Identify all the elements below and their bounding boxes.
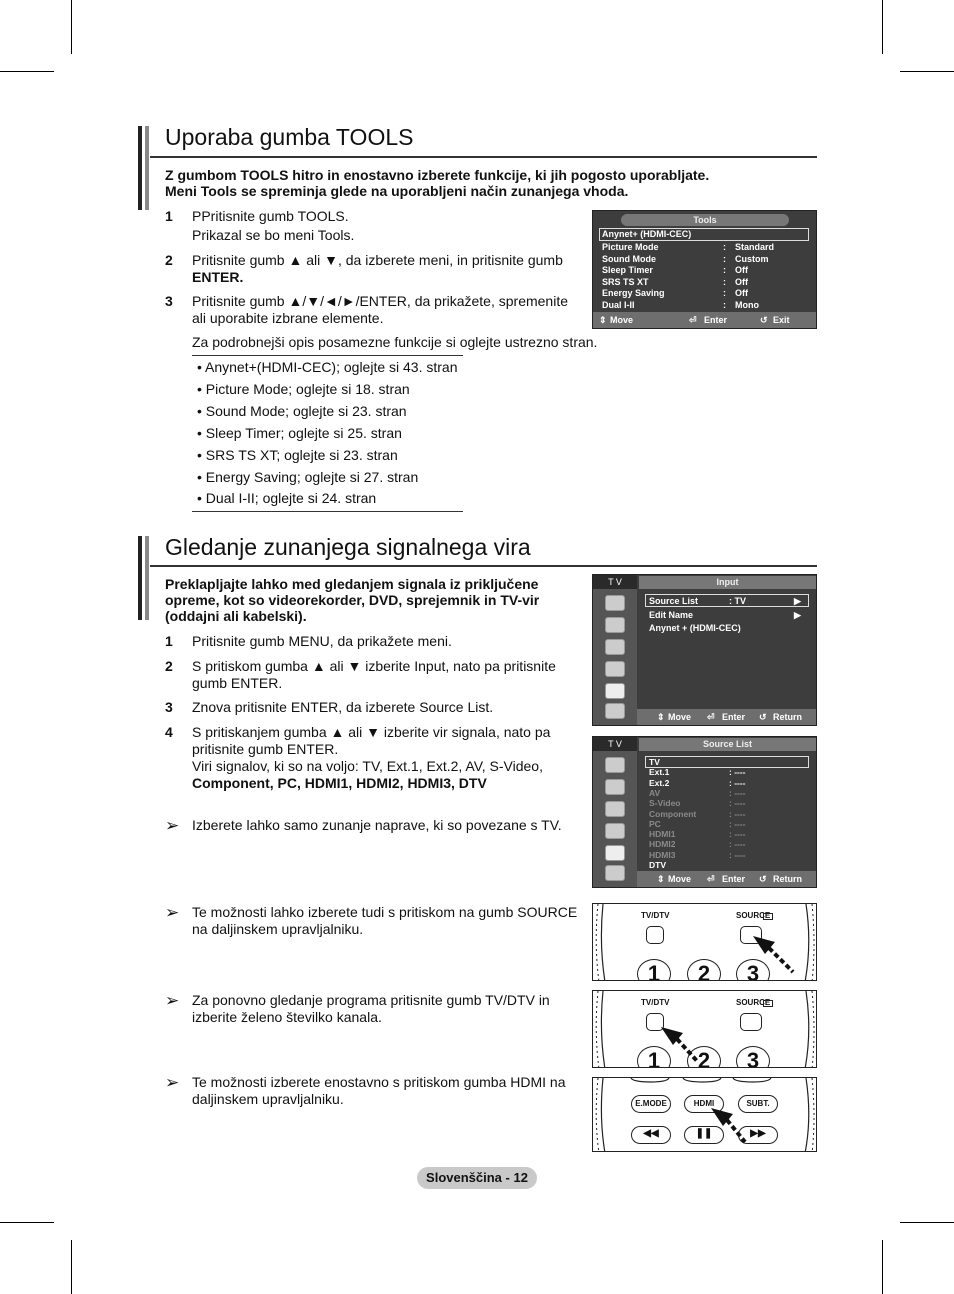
footer-enter: Enter <box>722 874 746 884</box>
intro-line: Preklapljajte lahko med gledanjem signala iz priključene <box>165 576 539 592</box>
source-row-label[interactable]: S-Video <box>649 798 681 809</box>
tools-row-value: Off <box>735 288 748 299</box>
source-row-label[interactable]: HDMI3 <box>649 849 676 860</box>
source-row-label[interactable]: Ext.1 <box>649 767 670 778</box>
number-button-1[interactable]: 1 <box>637 1046 671 1068</box>
support-icon <box>605 703 625 719</box>
step-number: 3 <box>165 699 173 715</box>
submenu-arrow-icon: ▶ <box>794 609 801 620</box>
tools-row-sep: : <box>723 288 726 299</box>
step-line: Znova pritisnite ENTER, da izberete Source List. <box>192 699 494 715</box>
menu-sidebar <box>593 737 637 887</box>
input-row-value: : TV <box>729 596 746 606</box>
input-icon <box>605 683 625 699</box>
source-row-label[interactable]: PC <box>649 818 661 829</box>
tools-row-label[interactable]: Sleep Timer <box>602 265 653 276</box>
note-line: Za ponovno gledanje programa pritisnite gumb TV/DTV in <box>192 992 550 1008</box>
tools-row-value: Mono <box>735 300 759 310</box>
subtitle-button[interactable]: SUBT. <box>738 1095 778 1113</box>
tools-row-value: Off <box>735 265 748 276</box>
note-arrow-icon: ➢ <box>165 816 180 835</box>
step-text <box>192 293 568 327</box>
crop-mark <box>882 1240 883 1294</box>
tools-row-sep: : <box>723 265 726 276</box>
section-rule <box>150 565 817 567</box>
source-row-label[interactable]: HDMI2 <box>649 839 676 850</box>
source-row-value: : ---- <box>729 849 746 860</box>
footer-enter: Enter <box>704 315 728 325</box>
section-bar <box>145 536 149 620</box>
tv-dtv-label: TV/DTV <box>641 998 670 1007</box>
section-bar <box>138 126 142 210</box>
list-rule <box>192 355 463 356</box>
note-line: izberite želeno številko kanala. <box>192 1009 382 1025</box>
source-row-value: : ---- <box>729 808 746 819</box>
fast-forward-icon: ▶▶ <box>750 1128 766 1139</box>
source-row-label[interactable]: HDMI1 <box>649 829 676 840</box>
source-label: SOURCE <box>736 911 771 920</box>
note-text <box>192 817 562 834</box>
channel-icon <box>605 639 625 655</box>
setup-icon <box>605 823 625 839</box>
step-line: Pritisnite gumb ▲/▼/◄/►/ENTER, da prikažete, spremenite <box>192 293 568 309</box>
step-text <box>192 724 550 792</box>
crop-mark <box>71 1240 72 1294</box>
step-line: Pritisnite gumb ▲ ali ▼, da izberete meni, in pritisnite gumb <box>192 252 563 268</box>
note-line: na daljinskem upravljalniku. <box>192 921 364 937</box>
note-text <box>192 904 577 938</box>
step-text <box>192 252 563 286</box>
bullet-item: • SRS TS XT; oglejte si 23. stran <box>197 447 398 463</box>
step-text <box>192 658 556 692</box>
crop-mark <box>0 1222 54 1223</box>
footer-return: Return <box>773 874 802 884</box>
enter-icon: ⏎ <box>707 874 715 884</box>
number-button-2[interactable]: 2 <box>687 1046 721 1068</box>
section-bar <box>138 536 142 620</box>
tools-row-label[interactable]: Energy Saving <box>602 288 665 299</box>
setup-icon <box>605 661 625 677</box>
footer-return: Return <box>773 712 802 722</box>
return-icon: ↺ <box>759 874 767 884</box>
step-line: Component, PC, HDMI1, HDMI2, HDMI3, DTV <box>192 775 487 791</box>
step-line: S pritiskanjem gumba ▲ ali ▼ izberite vir signala, nato pa <box>192 724 551 740</box>
section-title: Uporaba gumba TOOLS <box>165 124 414 150</box>
source-row-label[interactable]: AV <box>649 787 661 798</box>
bullet-item: • Anynet+(HDMI-CEC); oglejte si 43. stran <box>197 359 458 375</box>
bullet-item: • Dual I-II; oglejte si 24. stran <box>197 490 377 506</box>
tools-row-label[interactable]: Picture Mode <box>602 242 659 252</box>
source-row-value: : ---- <box>729 767 746 778</box>
footer-exit: Exit <box>773 315 790 325</box>
note-arrow-icon: ➢ <box>165 1073 180 1092</box>
source-row-value: : ---- <box>729 829 746 840</box>
tools-row-sep: : <box>723 276 726 287</box>
section-intro <box>165 167 725 199</box>
tools-menu-title: Tools <box>621 214 789 226</box>
crop-mark <box>900 1222 954 1223</box>
enter-icon: ⏎ <box>689 315 697 325</box>
source-row-value: : ---- <box>729 818 746 829</box>
source-row-value: : ---- <box>729 777 746 788</box>
tools-menu-footer <box>593 312 816 328</box>
crop-mark <box>900 71 954 72</box>
input-row-label[interactable]: Source List <box>649 596 699 606</box>
step-text <box>192 633 452 650</box>
sound-icon <box>605 617 625 633</box>
tools-row-sep: : <box>723 242 726 252</box>
input-row-label[interactable]: Anynet + (HDMI-CEC) <box>649 623 741 633</box>
source-row-label[interactable]: DTV <box>649 860 666 870</box>
section-rule <box>150 156 817 158</box>
e-mode-button[interactable]: E.MODE <box>631 1095 671 1113</box>
step-text <box>192 208 354 244</box>
note-line: Izberete lahko samo zunanje naprave, ki so povezane s TV. <box>192 817 562 833</box>
remote-tvdtv-illustration <box>592 990 817 1068</box>
intro-line: Meni Tools se spreminja glede na uporabljeni način zunanjega vhoda. <box>165 183 629 199</box>
input-row-label[interactable]: Edit Name <box>649 609 694 620</box>
step-number: 1 <box>165 633 173 649</box>
bullet-item: • Picture Mode; oglejte si 18. stran <box>197 381 410 397</box>
source-menu-title: Source List <box>639 738 816 751</box>
number-button-3[interactable]: 3 <box>736 959 770 981</box>
page-footer: Slovenščina - 12 <box>417 1167 537 1189</box>
sound-icon <box>605 779 625 795</box>
note-arrow-icon: ➢ <box>165 903 180 922</box>
number-button-2[interactable]: 2 <box>687 959 721 981</box>
list-rule <box>192 511 463 512</box>
section-intro <box>165 576 585 624</box>
source-row-label[interactable]: Ext.2 <box>649 777 670 788</box>
tools-row-label[interactable]: Sound Mode <box>602 253 656 264</box>
note-line: Te možnosti izberete enostavno s pritiskom gumba HDMI na <box>192 1074 566 1090</box>
source-label: SOURCE <box>736 998 771 1007</box>
tools-menu-highlight-label: Anynet+ (HDMI-CEC) <box>602 229 692 239</box>
footer-enter: Enter <box>722 712 746 722</box>
tools-row-sep: : <box>723 300 726 310</box>
source-row-value: : ---- <box>729 787 746 798</box>
input-menu <box>592 574 817 726</box>
exit-icon: ↺ <box>760 315 768 325</box>
note-line: daljinskem upravljalniku. <box>192 1091 344 1107</box>
move-icon: ⇕ <box>657 712 665 722</box>
input-menu-title: Input <box>639 576 816 589</box>
bullet-item: • Energy Saving; oglejte si 27. stran <box>197 469 419 485</box>
menu-tv-label: T V <box>593 737 637 751</box>
intro-line: (oddajni ali kabelski). <box>165 608 307 624</box>
submenu-arrow-icon: ▶ <box>794 596 801 606</box>
bullet-item: • Sleep Timer; oglejte si 25. stran <box>197 425 402 441</box>
tools-row-label[interactable]: SRS TS XT <box>602 276 649 287</box>
footer-move: Move <box>610 315 634 325</box>
channel-icon <box>605 801 625 817</box>
section-title: Gledanje zunanjega signalnega vira <box>165 534 531 560</box>
input-icon <box>605 845 625 861</box>
source-row-label[interactable]: TV <box>649 757 660 767</box>
intro-line: Z gumbom TOOLS hitro in enostavno izberete funkcije, ki jih pogosto uporabljate. <box>165 167 710 183</box>
step-line: PPritisnite gumb TOOLS. <box>192 208 349 224</box>
move-icon: ⇕ <box>657 874 665 884</box>
note-line: Te možnosti lahko izberete tudi s pritiskom na gumb SOURCE <box>192 904 578 920</box>
rewind-icon: ◀◀ <box>643 1128 659 1139</box>
tools-menu <box>592 210 817 329</box>
source-row-value: : ---- <box>729 839 746 850</box>
footer-move: Move <box>668 712 692 722</box>
detail-text: Za podrobnejši opis posamezne funkcije si oglejte ustrezno stran. <box>192 334 598 350</box>
step-line: gumb ENTER. <box>192 675 283 691</box>
number-button-3[interactable]: 3 <box>736 1046 770 1068</box>
section-bar <box>145 126 149 210</box>
source-menu <box>592 736 817 888</box>
picture-icon <box>605 757 625 773</box>
step-number: 3 <box>165 293 173 309</box>
step-line: pritisnite gumb ENTER. <box>192 741 339 757</box>
footer-move: Move <box>668 874 692 884</box>
crop-mark <box>882 0 883 54</box>
step-number: 4 <box>165 724 173 740</box>
return-icon: ↺ <box>759 712 767 722</box>
move-icon: ⇕ <box>599 315 607 325</box>
crop-mark <box>71 0 72 54</box>
pointer-arrow-icon <box>593 904 817 981</box>
step-number: 1 <box>165 208 173 224</box>
step-line: ali uporabite izbrane elemente. <box>192 310 384 326</box>
tv-dtv-label: TV/DTV <box>641 911 670 920</box>
source-row-value: : ---- <box>729 798 746 809</box>
step-text <box>192 699 493 716</box>
step-line: Pritisnite gumb MENU, da prikažete meni. <box>192 633 452 649</box>
number-button-1[interactable]: 1 <box>637 959 671 981</box>
enter-icon: ⏎ <box>707 712 715 722</box>
note-text <box>192 992 550 1026</box>
step-line: ENTER. <box>192 269 244 285</box>
pause-icon: ❚❚ <box>695 1128 713 1139</box>
step-line: S pritiskom gumba ▲ ali ▼ izberite Input, nato pa pritisnite <box>192 658 556 674</box>
menu-sidebar <box>593 575 637 725</box>
remote-source-illustration <box>592 903 817 981</box>
bullet-item: • Sound Mode; oglejte si 23. stran <box>197 403 407 419</box>
note-text <box>192 1074 566 1108</box>
step-number: 2 <box>165 658 173 674</box>
tools-row-label[interactable]: Dual I-II <box>602 300 635 310</box>
source-menu-highlight[interactable] <box>645 756 809 768</box>
note-arrow-icon: ➢ <box>165 991 180 1010</box>
menu-tv-label: T V <box>593 575 637 589</box>
step-number: 2 <box>165 252 173 268</box>
tools-row-sep: : <box>723 253 726 264</box>
step-line: Viri signalov, ki so na voljo: TV, Ext.1, Ext.2, AV, S-Video, <box>192 758 543 774</box>
crop-mark <box>0 71 54 72</box>
input-menu-footer <box>637 709 816 725</box>
pointer-arrow-icon <box>593 1078 817 1152</box>
step-line: Prikazal se bo meni Tools. <box>192 227 355 243</box>
pointer-arrow-icon <box>593 991 817 1068</box>
intro-line: opreme, kot so videorekorder, DVD, sprejemnik in TV-vir <box>165 592 540 608</box>
tools-row-value: Standard <box>735 242 775 252</box>
support-icon <box>605 865 625 881</box>
remote-hdmi-illustration <box>592 1077 817 1152</box>
tools-row-value: Off <box>735 276 748 287</box>
source-menu-footer <box>637 871 816 887</box>
picture-icon <box>605 595 625 611</box>
hdmi-button[interactable]: HDMI <box>684 1095 724 1113</box>
tools-row-value: Custom <box>735 253 769 264</box>
source-row-label[interactable]: Component <box>649 808 697 819</box>
